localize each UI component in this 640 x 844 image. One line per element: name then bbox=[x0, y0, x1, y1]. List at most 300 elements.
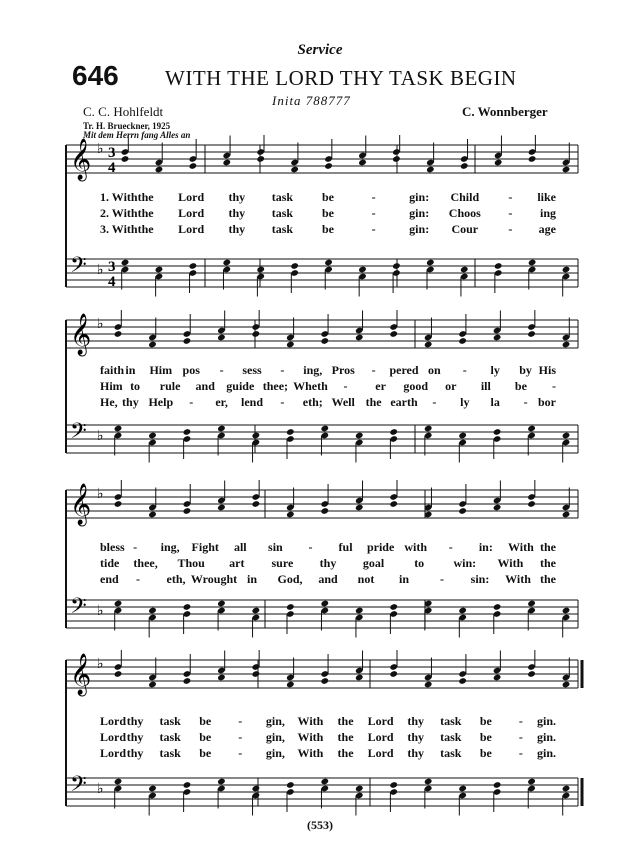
note-head bbox=[114, 425, 123, 433]
lyric-line-2 bbox=[0, 730, 640, 746]
note-head bbox=[286, 511, 295, 519]
lyric-syllable: gin, bbox=[265, 714, 285, 728]
note-head bbox=[121, 155, 130, 163]
lyric-syllable: Wheth bbox=[293, 379, 328, 393]
note-head bbox=[286, 603, 295, 611]
lyric-syllable: thy bbox=[126, 730, 144, 744]
flat-key-icon: ♭ bbox=[97, 316, 104, 332]
lyric-syllable: ill bbox=[480, 379, 491, 393]
note-head bbox=[458, 507, 467, 515]
note-head bbox=[426, 259, 435, 267]
lyric-syllable: - bbox=[308, 540, 313, 554]
note-head bbox=[355, 432, 364, 440]
lyric-syllable: - bbox=[508, 190, 513, 204]
note-head bbox=[389, 500, 398, 508]
note-head bbox=[458, 607, 467, 615]
note-head bbox=[562, 266, 571, 274]
lyric-syllable: Choos bbox=[448, 206, 481, 220]
note-head bbox=[252, 607, 261, 615]
lyric-syllable: 1. With bbox=[100, 190, 138, 204]
treble-clef-icon: 𝄞 bbox=[70, 314, 92, 355]
note-head bbox=[424, 341, 433, 349]
lyric-syllable: - bbox=[343, 379, 348, 393]
note-head bbox=[183, 507, 192, 515]
note-head bbox=[527, 425, 536, 433]
lyric-syllable: - bbox=[508, 222, 513, 236]
lyric-syllable: ly bbox=[490, 363, 500, 377]
note-head bbox=[562, 681, 571, 689]
lyric-line-3 bbox=[0, 222, 640, 238]
lyric-syllable: win: bbox=[453, 556, 477, 570]
lyric-line-3 bbox=[0, 395, 640, 411]
note-head bbox=[217, 504, 226, 512]
lyric-syllable: be bbox=[322, 190, 334, 204]
note-head bbox=[320, 507, 329, 515]
note-head bbox=[324, 162, 333, 170]
note-head bbox=[320, 337, 329, 345]
lyric-syllable: - bbox=[371, 222, 376, 236]
system-brace bbox=[58, 145, 78, 287]
lyric-syllable: Lord bbox=[178, 190, 205, 204]
lyric-syllable: guide bbox=[226, 379, 255, 393]
lyric-syllable: sure bbox=[271, 556, 294, 570]
lyric-syllable: rule bbox=[159, 379, 181, 393]
lyric-syllable: tide bbox=[100, 556, 120, 570]
lyric-syllable: be bbox=[199, 746, 212, 760]
flat-key-icon: ♭ bbox=[97, 781, 104, 797]
note-head bbox=[355, 504, 364, 512]
note-head bbox=[493, 781, 502, 789]
lyric-syllable: - bbox=[238, 714, 243, 728]
lyric-syllable: the bbox=[137, 190, 154, 204]
note-head bbox=[217, 600, 226, 608]
lyric-syllable: in bbox=[125, 363, 136, 377]
lyric-syllable: - bbox=[371, 363, 376, 377]
time-signature: 3 bbox=[108, 259, 116, 275]
lyric-syllable: thee; bbox=[262, 379, 289, 393]
lyric-syllable: end bbox=[100, 572, 119, 586]
lyric-syllable: - bbox=[518, 730, 523, 744]
lyric-syllable: - bbox=[371, 206, 376, 220]
lyric-syllable: pered bbox=[389, 363, 419, 377]
lyric-syllable: thy bbox=[228, 190, 246, 204]
translator-credit: Tr. H. Brueckner, 1925 bbox=[83, 121, 171, 131]
lyric-syllable: 3. With bbox=[100, 222, 138, 236]
note-head bbox=[324, 259, 333, 267]
lyric-syllable: God, bbox=[277, 572, 303, 586]
lyric-syllable: faith bbox=[100, 363, 124, 377]
note-head bbox=[183, 677, 192, 685]
lyric-syllable: thy bbox=[228, 222, 246, 236]
hymn-title: WITH THE LORD THY TASK BEGIN bbox=[165, 66, 517, 90]
note-head bbox=[290, 166, 299, 174]
note-head bbox=[189, 162, 198, 170]
note-head bbox=[183, 603, 192, 611]
note-head bbox=[320, 677, 329, 685]
lyric-syllable: ing, bbox=[303, 363, 323, 377]
lyric-syllable: to bbox=[414, 556, 425, 570]
lyric-syllable: thee, bbox=[133, 556, 158, 570]
lyric-syllable: - bbox=[280, 395, 285, 409]
lyric-syllable: sin: bbox=[470, 572, 490, 586]
lyric-syllable: task bbox=[159, 746, 181, 760]
lyric-syllable: - bbox=[136, 572, 140, 586]
lyric-syllable: er bbox=[375, 379, 386, 393]
note-head bbox=[562, 432, 571, 440]
note-head bbox=[493, 334, 502, 342]
lyric-syllable: With bbox=[508, 540, 534, 554]
note-head bbox=[358, 159, 367, 167]
lyric-syllable: not bbox=[357, 572, 375, 586]
lyric-syllable: be bbox=[479, 746, 492, 760]
note-head bbox=[252, 670, 261, 678]
note-head bbox=[358, 266, 367, 274]
lyric-syllable: sin bbox=[268, 540, 283, 554]
note-head bbox=[155, 166, 164, 174]
lyric-syllable: and bbox=[195, 379, 215, 393]
lyric-syllable: with bbox=[404, 540, 428, 554]
lyric-syllable: ing, bbox=[160, 540, 180, 554]
lyric-syllable: the bbox=[540, 556, 556, 570]
note-head bbox=[460, 266, 469, 274]
author-credit: C. C. Hohlfeldt bbox=[83, 104, 164, 119]
section-heading: Service bbox=[297, 42, 343, 58]
lyric-syllable: - bbox=[518, 714, 523, 728]
note-head bbox=[114, 670, 123, 678]
bass-staff bbox=[0, 590, 640, 650]
lyric-syllable: and bbox=[318, 572, 338, 586]
note-head bbox=[527, 330, 536, 338]
composer-credit: C. Wonnberger bbox=[462, 104, 548, 119]
lyric-syllable: - bbox=[238, 746, 243, 760]
note-head bbox=[562, 511, 571, 519]
lyric-syllable: Lord bbox=[178, 206, 205, 220]
lyric-syllable: on bbox=[428, 363, 441, 377]
lyric-syllable: gin, bbox=[265, 746, 285, 760]
note-head bbox=[527, 600, 536, 608]
flat-key-icon: ♭ bbox=[97, 603, 104, 619]
note-head bbox=[148, 432, 157, 440]
note-head bbox=[290, 262, 299, 270]
note-head bbox=[426, 166, 435, 174]
lyric-syllable: - bbox=[518, 746, 523, 760]
lyric-syllable: - bbox=[280, 363, 285, 377]
note-head bbox=[458, 337, 467, 345]
page-number: (553) bbox=[307, 818, 333, 832]
lyric-syllable: pride bbox=[366, 540, 395, 554]
note-head bbox=[114, 778, 123, 786]
treble-staff bbox=[0, 480, 640, 540]
lyric-syllable: thy bbox=[407, 730, 425, 744]
note-head bbox=[493, 674, 502, 682]
lyric-syllable: gin. bbox=[536, 714, 556, 728]
bass-clef-icon: 𝄢 bbox=[70, 253, 87, 283]
note-head bbox=[155, 266, 164, 274]
lyric-syllable: bless bbox=[100, 540, 125, 554]
tune-name: Inita 788777 bbox=[272, 93, 351, 108]
flat-key-icon: ♭ bbox=[97, 656, 104, 672]
note-head bbox=[389, 670, 398, 678]
lyric-syllable: be bbox=[479, 730, 492, 744]
lyric-syllable: Lord bbox=[100, 746, 127, 760]
note-head bbox=[389, 781, 398, 789]
lyric-syllable: - bbox=[219, 363, 224, 377]
lyric-syllable: - bbox=[440, 572, 444, 586]
note-head bbox=[256, 266, 265, 274]
note-head bbox=[392, 155, 401, 163]
note-head bbox=[286, 781, 295, 789]
lyric-syllable: ing bbox=[539, 206, 556, 220]
note-head bbox=[355, 674, 364, 682]
treble-staff bbox=[0, 650, 640, 710]
note-head bbox=[528, 259, 537, 267]
lyric-syllable: the bbox=[540, 540, 556, 554]
treble-staff bbox=[0, 310, 640, 370]
lyric-syllable: the bbox=[137, 222, 154, 236]
lyric-syllable: task bbox=[271, 206, 294, 220]
lyric-syllable: la bbox=[490, 395, 500, 409]
lyric-syllable: task bbox=[159, 714, 181, 728]
lyric-syllable: thy bbox=[407, 714, 425, 728]
note-head bbox=[320, 425, 329, 433]
lyric-syllable: thy bbox=[319, 556, 337, 570]
lyric-syllable: the bbox=[365, 395, 382, 409]
note-head bbox=[148, 341, 157, 349]
time-signature: 4 bbox=[108, 160, 116, 176]
lyric-syllable: lend bbox=[240, 395, 264, 409]
lyric-syllable: gin: bbox=[409, 190, 430, 204]
note-head bbox=[252, 500, 261, 508]
note-head bbox=[183, 337, 192, 345]
lyric-syllable: thy bbox=[407, 746, 425, 760]
lyric-syllable: He, bbox=[100, 395, 118, 409]
note-head bbox=[493, 428, 502, 436]
lyric-syllable: gin. bbox=[536, 730, 556, 744]
lyric-syllable: - bbox=[448, 540, 453, 554]
original-first-line: Mit dem Herrn fang Alles an bbox=[83, 130, 191, 140]
lyric-syllable: earth bbox=[390, 395, 418, 409]
lyric-syllable: Cour bbox=[451, 222, 479, 236]
lyric-line-2 bbox=[0, 206, 640, 222]
bass-clef-icon: 𝄢 bbox=[70, 594, 87, 624]
note-head bbox=[217, 674, 226, 682]
lyric-syllable: all bbox=[233, 540, 247, 554]
lyric-syllable: - bbox=[552, 379, 556, 393]
lyric-line-1 bbox=[0, 540, 640, 556]
lyric-syllable: the bbox=[540, 572, 556, 586]
lyric-syllable: task bbox=[440, 746, 462, 760]
note-head bbox=[183, 781, 192, 789]
lyric-syllable: in bbox=[246, 572, 258, 586]
lyric-syllable: the bbox=[337, 746, 354, 760]
note-head bbox=[189, 262, 198, 270]
lyric-syllable: - bbox=[238, 730, 243, 744]
lyric-syllable: task bbox=[271, 222, 294, 236]
note-head bbox=[114, 600, 123, 608]
lyric-line-3 bbox=[0, 572, 640, 588]
lyric-syllable: Well bbox=[331, 395, 355, 409]
lyric-syllable: - bbox=[133, 540, 138, 554]
treble-clef-icon: 𝄞 bbox=[70, 139, 92, 180]
lyric-syllable: ly bbox=[460, 395, 470, 409]
note-head bbox=[286, 681, 295, 689]
lyric-syllable: be bbox=[479, 714, 492, 728]
lyric-syllable: 2. With bbox=[100, 206, 138, 220]
note-head bbox=[148, 607, 157, 615]
note-head bbox=[527, 500, 536, 508]
lyric-syllable: good bbox=[403, 379, 429, 393]
lyric-syllable: thy bbox=[122, 395, 139, 409]
lyric-syllable: goal bbox=[362, 556, 385, 570]
lyric-syllable: Him bbox=[149, 363, 173, 377]
lyric-syllable: Him bbox=[100, 379, 123, 393]
lyric-syllable: sess bbox=[242, 363, 262, 377]
note-head bbox=[458, 785, 467, 793]
note-head bbox=[493, 603, 502, 611]
lyric-syllable: eth, bbox=[166, 572, 186, 586]
lyric-syllable: be bbox=[199, 714, 212, 728]
lyric-syllable: the bbox=[337, 714, 354, 728]
lyric-syllable: task bbox=[440, 730, 462, 744]
note-head bbox=[252, 330, 261, 338]
lyric-syllable: ful bbox=[338, 540, 353, 554]
note-head bbox=[222, 259, 231, 267]
lyric-syllable: er, bbox=[215, 395, 228, 409]
note-head bbox=[389, 330, 398, 338]
lyric-line-1 bbox=[0, 190, 640, 206]
note-head bbox=[460, 162, 469, 170]
treble-clef-icon: 𝄞 bbox=[70, 654, 92, 695]
lyric-syllable: - bbox=[432, 395, 437, 409]
lyric-syllable: be bbox=[514, 379, 527, 393]
note-head bbox=[320, 600, 329, 608]
note-head bbox=[252, 785, 261, 793]
lyric-syllable: gin: bbox=[409, 206, 430, 220]
lyric-syllable: the bbox=[337, 730, 354, 744]
lyric-syllable: With bbox=[505, 572, 531, 586]
time-signature: 3 bbox=[108, 145, 116, 161]
lyric-syllable: thy bbox=[126, 714, 144, 728]
lyric-syllable: Help bbox=[148, 395, 174, 409]
treble-staff bbox=[0, 135, 640, 195]
flat-key-icon: ♭ bbox=[97, 428, 104, 444]
note-head bbox=[392, 262, 401, 270]
hymn-number: 646 bbox=[72, 60, 119, 91]
system-brace bbox=[58, 490, 78, 628]
note-head bbox=[148, 785, 157, 793]
lyric-syllable: bor bbox=[538, 395, 556, 409]
note-head bbox=[424, 425, 433, 433]
note-head bbox=[493, 504, 502, 512]
bass-clef-icon: 𝄢 bbox=[70, 772, 87, 802]
note-head bbox=[217, 778, 226, 786]
lyric-syllable: be bbox=[199, 730, 212, 744]
note-head bbox=[527, 670, 536, 678]
note-head bbox=[286, 341, 295, 349]
lyric-syllable: With bbox=[497, 556, 524, 570]
note-head bbox=[148, 511, 157, 519]
flat-key-icon: ♭ bbox=[97, 262, 104, 278]
note-head bbox=[217, 334, 226, 342]
lyric-syllable: - bbox=[371, 190, 376, 204]
lyric-syllable: - bbox=[189, 395, 194, 409]
lyric-syllable: Child bbox=[450, 190, 480, 204]
lyric-syllable: - bbox=[508, 206, 513, 220]
lyric-syllable: - bbox=[523, 395, 528, 409]
note-head bbox=[494, 159, 503, 167]
flat-key-icon: ♭ bbox=[97, 486, 104, 502]
note-head bbox=[528, 155, 537, 163]
flat-key-icon: ♭ bbox=[97, 141, 104, 157]
lyric-syllable: task bbox=[159, 730, 181, 744]
bass-staff bbox=[0, 249, 640, 309]
lyric-syllable: thy bbox=[126, 746, 144, 760]
note-head bbox=[389, 603, 398, 611]
lyric-syllable: the bbox=[137, 206, 154, 220]
lyric-syllable: With bbox=[297, 746, 324, 760]
lyric-syllable: - bbox=[462, 363, 467, 377]
lyric-syllable: Thou bbox=[177, 556, 205, 570]
lyric-syllable: task bbox=[440, 714, 462, 728]
note-head bbox=[256, 155, 265, 163]
note-head bbox=[222, 159, 231, 167]
treble-clef-icon: 𝄞 bbox=[70, 484, 92, 525]
note-head bbox=[527, 778, 536, 786]
lyric-syllable: eth; bbox=[302, 395, 323, 409]
note-head bbox=[424, 681, 433, 689]
lyric-syllable: task bbox=[271, 190, 294, 204]
lyric-line-1 bbox=[0, 363, 640, 379]
lyric-syllable: Lord bbox=[367, 746, 394, 760]
note-head bbox=[121, 259, 130, 267]
bass-staff bbox=[0, 415, 640, 475]
note-head bbox=[355, 334, 364, 342]
note-head bbox=[320, 778, 329, 786]
note-head bbox=[389, 428, 398, 436]
lyric-syllable: Pros bbox=[331, 363, 355, 377]
note-head bbox=[252, 432, 261, 440]
lyric-syllable: Lord bbox=[100, 730, 127, 744]
note-head bbox=[114, 500, 123, 508]
note-head bbox=[562, 785, 571, 793]
bass-clef-icon: 𝄢 bbox=[70, 419, 87, 449]
lyric-line-2 bbox=[0, 379, 640, 395]
note-head bbox=[562, 166, 571, 174]
note-head bbox=[217, 425, 226, 433]
lyric-syllable: With bbox=[297, 714, 324, 728]
lyric-syllable: With bbox=[297, 730, 324, 744]
lyric-syllable: Fight bbox=[191, 540, 219, 554]
note-head bbox=[494, 262, 503, 270]
lyric-syllable: His bbox=[538, 363, 556, 377]
note-head bbox=[286, 428, 295, 436]
lyric-syllable: or bbox=[445, 379, 457, 393]
lyric-syllable: gin. bbox=[536, 746, 556, 760]
lyric-syllable: pos bbox=[182, 363, 200, 377]
lyric-syllable: Lord bbox=[367, 714, 394, 728]
lyric-line-1 bbox=[0, 714, 640, 730]
note-head bbox=[355, 785, 364, 793]
lyric-syllable: be bbox=[322, 206, 334, 220]
lyric-syllable: Lord bbox=[178, 222, 205, 236]
system-brace bbox=[58, 320, 78, 453]
lyric-syllable: in bbox=[398, 572, 410, 586]
lyric-syllable: by bbox=[519, 363, 532, 377]
lyric-line-3 bbox=[0, 746, 640, 762]
lyric-syllable: like bbox=[537, 190, 556, 204]
lyric-syllable: thy bbox=[228, 206, 246, 220]
note-head bbox=[355, 607, 364, 615]
